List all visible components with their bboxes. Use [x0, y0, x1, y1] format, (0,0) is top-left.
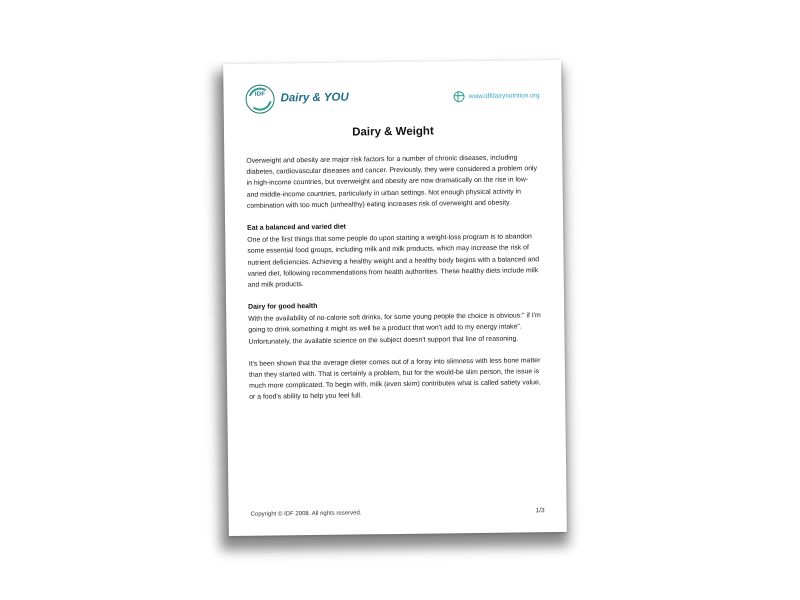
website-url[interactable]: www.idfdairynutrition.org: [468, 91, 540, 100]
copyright-text: Copyright © IDF 2008. All rights reserved.: [250, 510, 362, 518]
section-paragraph-balanced-diet: One of the first things that some people do upon starting a weight-loss program is to abandon some essential food groups, including milk and milk products, which may increase the risk of nutrient deficiencies. Achieving a healthy weight and a healthy body begins with a balanced and varied diet, following recommendations from health authorities. These healthy diets include milk and milk products.: [247, 233, 540, 289]
brand-block: [245, 83, 349, 113]
section-heading-dairy-good-health: Dairy for good health: [248, 303, 318, 311]
document-body: [246, 152, 543, 403]
document-footer: [251, 507, 545, 518]
section-paragraph-dairy-1: With the availability of no-calorie soft drinks, for some young people the choice is obvious:" if I'm going to drink something it might as well be a product that won't add to my energy intake". Unfortunately, the available science on the subject doesn't support that line of reasoning.: [248, 312, 541, 346]
logo-text: IDF: [254, 91, 266, 98]
section-paragraph-dairy-2: It's been shown that the average dieter comes out of a foray into slimness with less bone matter than they started with. That is certainly a problem, but for the would-be slim person, the issue is much more complicated. To begin with, milk (even skim) contributes what is called satiety value, or a food's ability to help you feel full.: [248, 357, 541, 402]
dairy-globe-logo-icon: [245, 84, 274, 113]
page-title: Dairy & Weight: [352, 125, 434, 139]
document-header: [245, 80, 539, 114]
intro-paragraph: Overweight and obesity are major risk factors for a number of chronic diseases, including diabetes, cardiovascular diseases and cancer. Previously, they were considered a problem only in high-income countries, but overweight and obesity are now dramatically on the rise in low- and middle-income countries, particularly in urban settings. Not enough physical activity in combination with too much (unhealthy) eating increases risk of overweight and obesity.: [246, 154, 538, 210]
brand-name: Dairy & YOU: [280, 91, 349, 105]
document-page: [223, 60, 567, 536]
globe-icon: [454, 91, 465, 102]
page-number: 1/3: [535, 507, 545, 515]
website-block[interactable]: [454, 90, 540, 102]
section-heading-balanced-diet: Eat a balanced and varied diet: [247, 223, 346, 232]
